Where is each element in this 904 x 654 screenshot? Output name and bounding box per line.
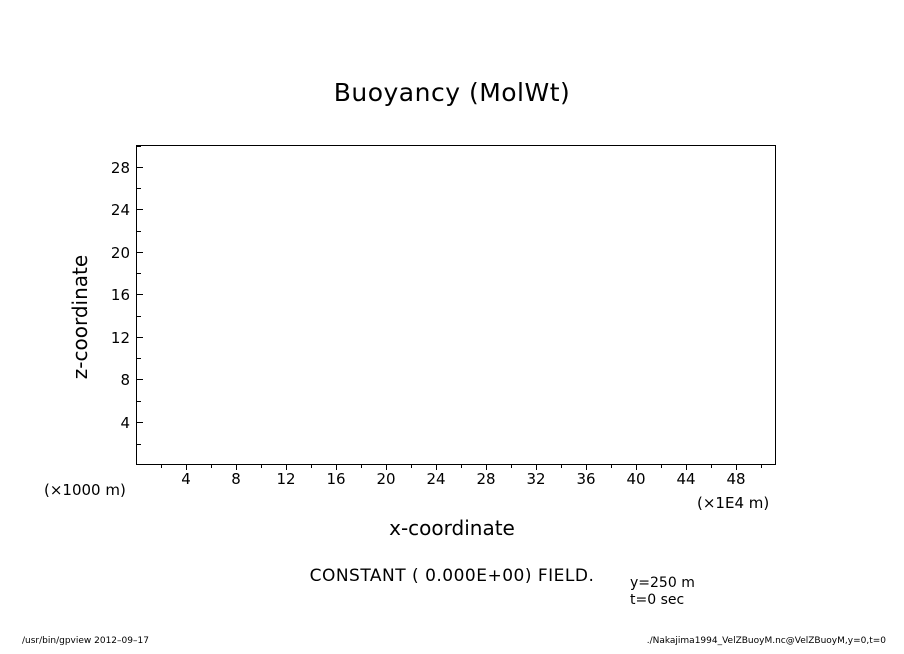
x-axis-label: x-coordinate <box>389 516 515 540</box>
y-tick-16 <box>137 294 143 295</box>
y-tick-minor-2 <box>137 444 141 445</box>
x-tick-label-1: 8 <box>231 470 241 488</box>
x-tick-label-3: 16 <box>326 470 346 488</box>
slice-y-note: y=250 m <box>630 575 695 591</box>
y-tick-28 <box>137 167 143 168</box>
x-tick-label-11: 48 <box>726 470 746 488</box>
y-tick-12 <box>137 337 143 338</box>
x-tick-minor-50 <box>761 464 762 468</box>
y-axis-label: z-coordinate <box>68 254 92 380</box>
x-tick-label-5: 24 <box>426 470 446 488</box>
x-tick-label-0: 4 <box>181 470 191 488</box>
x-tick-minor-38 <box>611 464 612 468</box>
y-tick-minor-14 <box>137 316 141 317</box>
x-tick-label-8: 36 <box>576 470 596 488</box>
footer-left-text: /usr/bin/gpview 2012–09–17 <box>22 636 149 646</box>
x-tick-minor-18 <box>361 464 362 468</box>
plot-area <box>136 145 776 465</box>
x-tick-label-4: 20 <box>376 470 396 488</box>
y-tick-label-3: 16 <box>110 286 130 304</box>
y-tick-label-6: 28 <box>110 159 130 177</box>
x-tick-label-2: 12 <box>276 470 296 488</box>
x-tick-minor-26 <box>461 464 462 468</box>
y-tick-minor-22 <box>137 231 141 232</box>
y-tick-minor-18 <box>137 273 141 274</box>
footer-right-text: ./Nakajima1994_VelZBuoyM.nc@VelZBuoyM,y=0,t=0 <box>646 636 886 646</box>
x-tick-minor-2 <box>161 464 162 468</box>
x-tick-minor-42 <box>661 464 662 468</box>
y-tick-20 <box>137 252 143 253</box>
y-tick-8 <box>137 379 143 380</box>
y-tick-label-5: 24 <box>110 201 130 219</box>
y-tick-label-4: 20 <box>110 244 130 262</box>
x-tick-label-6: 28 <box>476 470 496 488</box>
x-axis-unit: (×1E4 m) <box>697 494 770 512</box>
x-tick-minor-10 <box>261 464 262 468</box>
y-tick-4 <box>137 422 143 423</box>
y-tick-minor-6 <box>137 401 141 402</box>
y-tick-label-0: 4 <box>120 414 130 432</box>
x-tick-minor-14 <box>311 464 312 468</box>
y-axis-unit: (×1000 m) <box>44 481 126 499</box>
y-tick-label-2: 12 <box>110 329 130 347</box>
x-tick-minor-6 <box>211 464 212 468</box>
x-tick-minor-34 <box>561 464 562 468</box>
slice-notes <box>630 575 695 609</box>
y-tick-minor-10 <box>137 358 141 359</box>
y-tick-minor-26 <box>137 188 141 189</box>
y-tick-24 <box>137 209 143 210</box>
x-tick-minor-46 <box>711 464 712 468</box>
constant-field-note: CONSTANT ( 0.000E+00) FIELD. <box>309 566 595 586</box>
x-tick-label-10: 44 <box>676 470 696 488</box>
slice-t-note: t=0 sec <box>630 592 685 608</box>
y-tick-minor-30 <box>137 146 141 147</box>
x-tick-label-7: 32 <box>526 470 546 488</box>
y-tick-label-1: 8 <box>120 371 130 389</box>
chart-title: Buoyancy (MolWt) <box>333 78 571 107</box>
x-tick-label-9: 40 <box>626 470 646 488</box>
x-tick-minor-22 <box>411 464 412 468</box>
x-tick-minor-30 <box>511 464 512 468</box>
